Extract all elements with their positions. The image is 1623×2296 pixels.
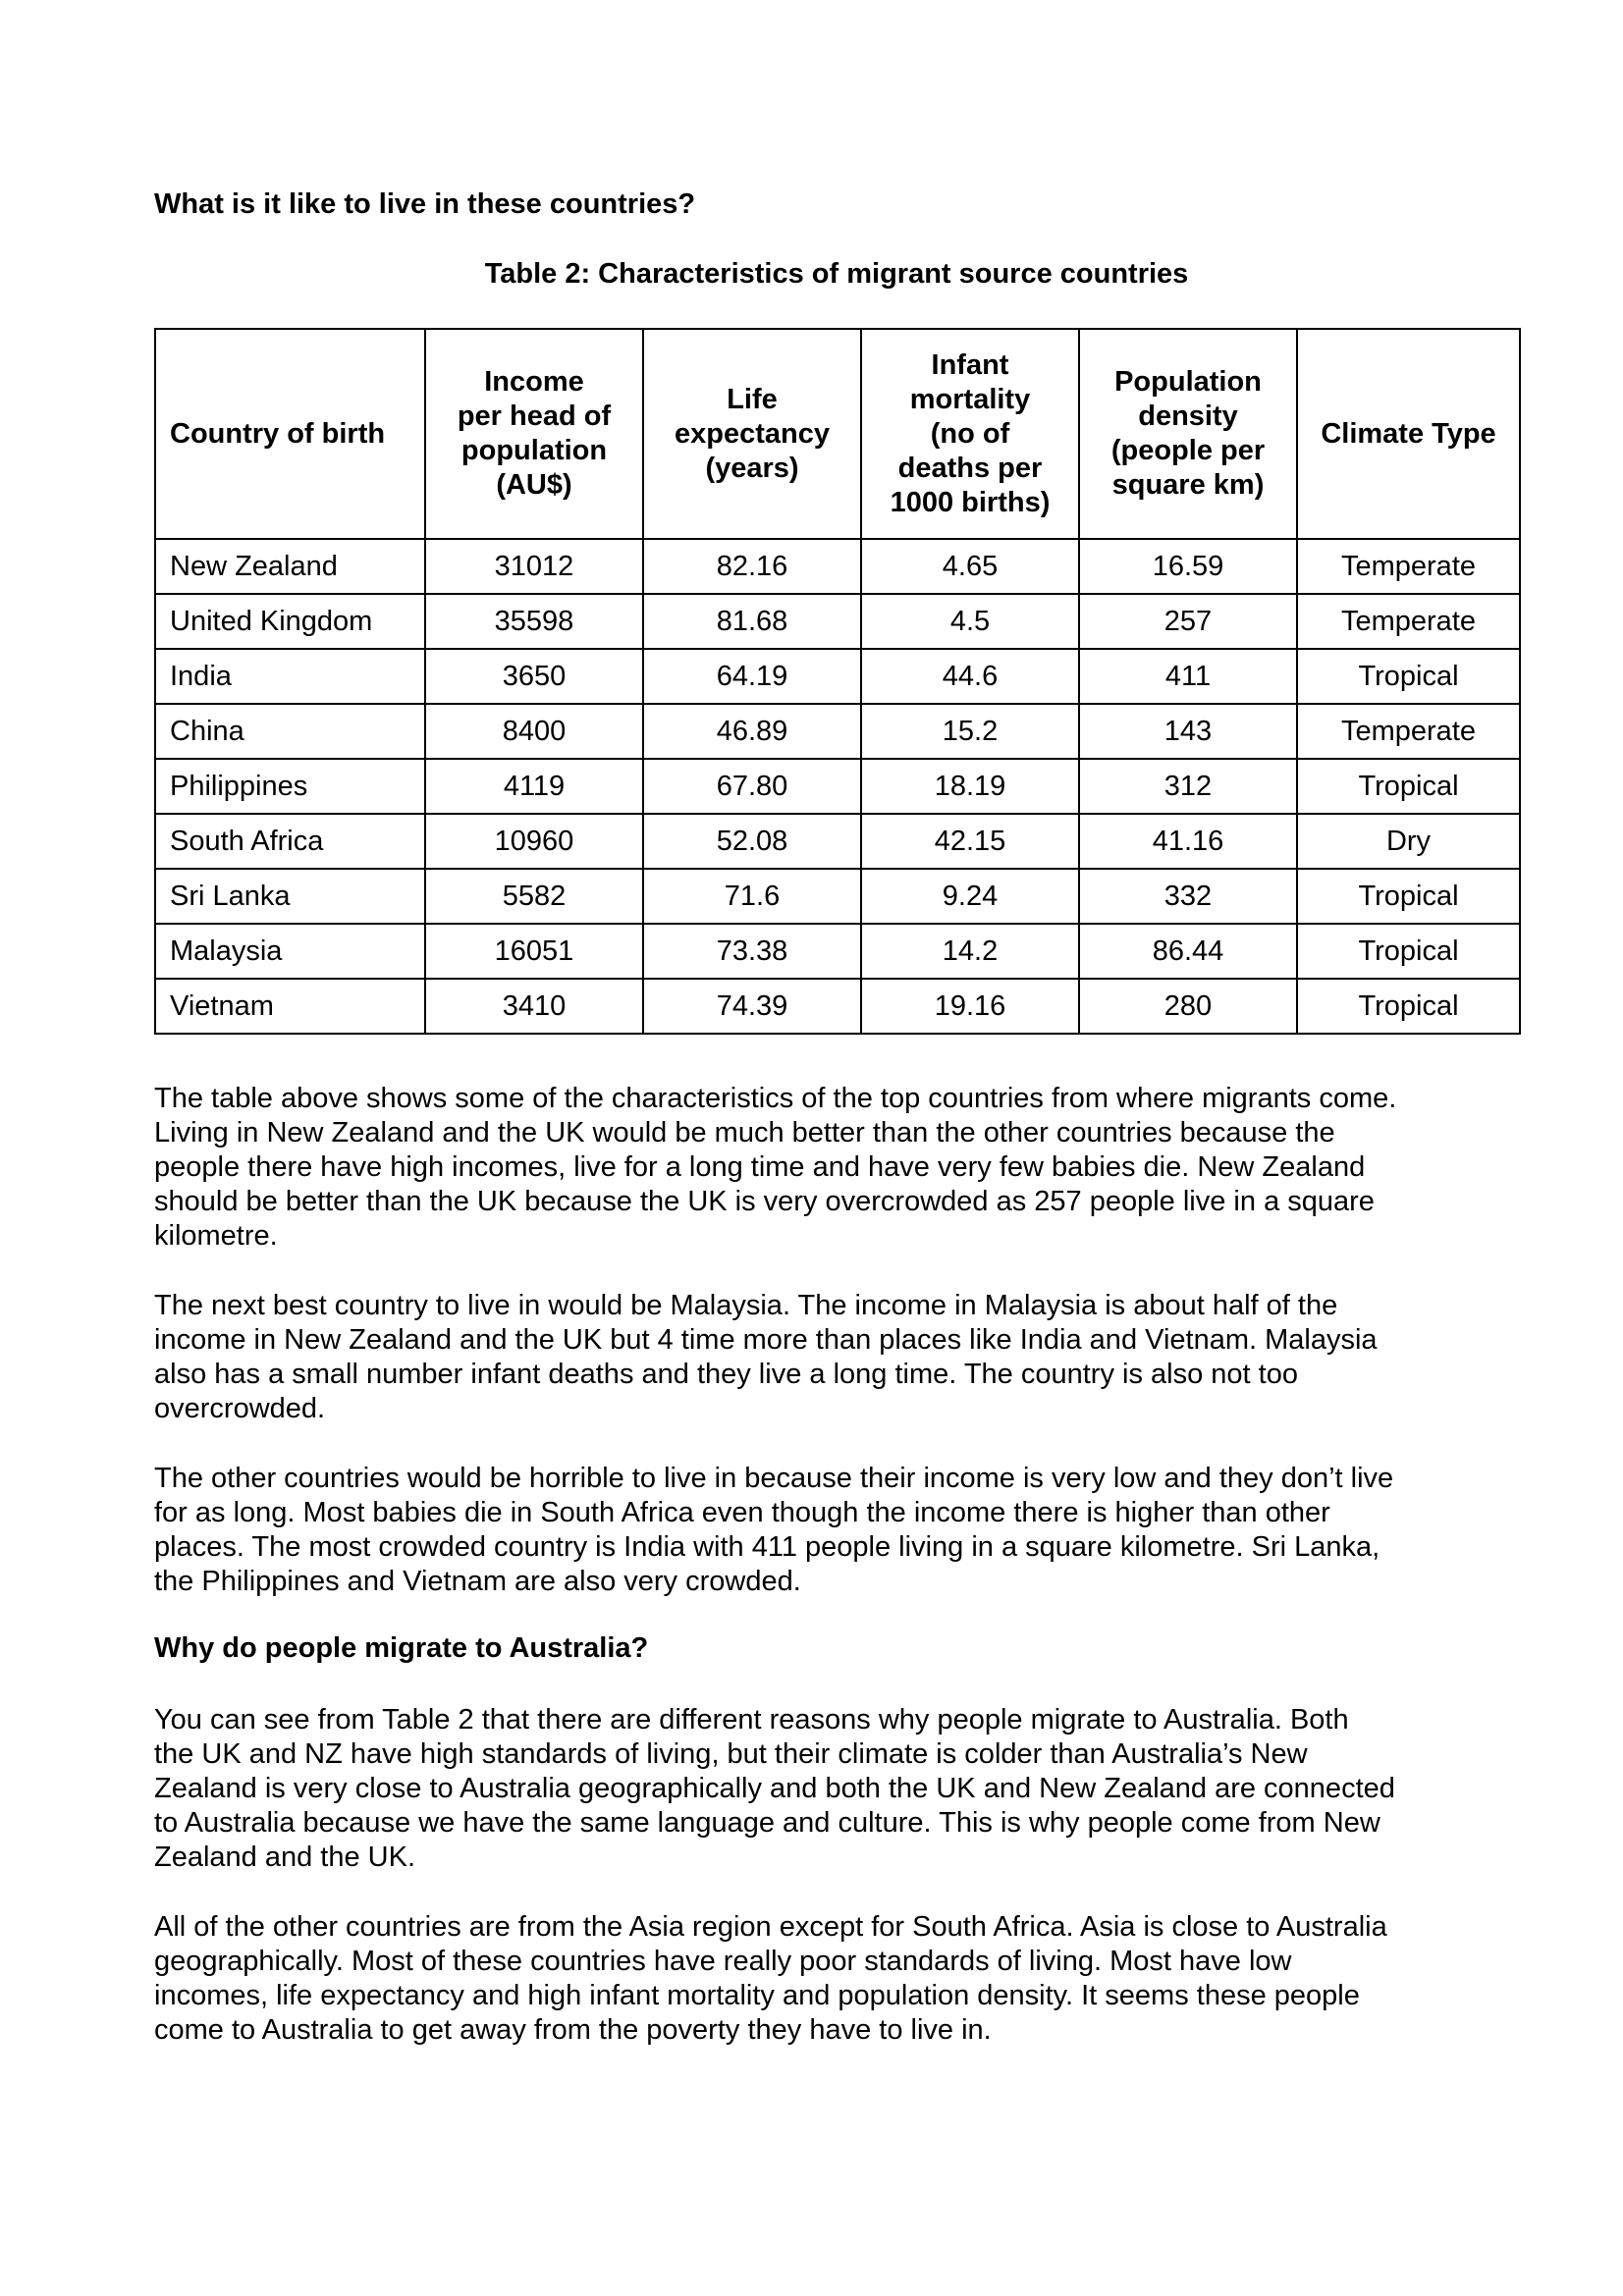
header-line: Life: [727, 383, 778, 415]
text-line: come to Australia to get away from the poverty they have to live in.: [154, 2014, 992, 2046]
value-cell: 86.44: [1079, 924, 1297, 979]
value-cell: 3410: [425, 979, 643, 1034]
header-country: [155, 329, 425, 539]
header-income: [425, 329, 643, 539]
table-row: [155, 759, 1520, 814]
text-line: Living in New Zealand and the UK would be much better than the other countries because the: [154, 1117, 1335, 1148]
text-line: the UK and NZ have high standards of living, but their climate is colder than Australia’s New: [154, 1738, 1308, 1770]
value-cell: 82.16: [643, 539, 861, 594]
text-line: The other countries would be horrible to live in because their income is very low and they don’t live: [154, 1463, 1394, 1494]
text-line: incomes, life expectancy and high infant mortality and population density. It seems these people: [154, 1980, 1360, 2011]
value-cell: Tropical: [1297, 924, 1520, 979]
value-cell: Temperate: [1297, 539, 1520, 594]
header-life-expectancy: [643, 329, 861, 539]
paragraph-1: [154, 1082, 1519, 1254]
header-line: expectancy: [675, 417, 830, 450]
text-line: The next best country to live in would be Malaysia. The income in Malaysia is about half of the: [154, 1290, 1338, 1321]
country-cell: Malaysia: [155, 924, 425, 979]
header-line: population: [460, 435, 608, 466]
text-line: also has a small number infant deaths and they live a long time. The country is also not too: [154, 1359, 1298, 1390]
section-heading-living: What is it like to live in these countries?: [154, 188, 696, 220]
table-row: [155, 649, 1520, 704]
header-line: 1000 births): [890, 486, 1051, 518]
value-cell: 46.89: [643, 704, 861, 759]
characteristics-table: [154, 328, 1521, 1035]
value-cell: Tropical: [1297, 869, 1520, 924]
country-cell: India: [155, 649, 425, 704]
value-cell: 257: [1079, 594, 1297, 649]
value-cell: 15.2: [861, 704, 1079, 759]
table-row: [155, 704, 1520, 759]
text-line: You can see from Table 2 that there are different reasons why people migrate to Australia. Both: [154, 1704, 1349, 1735]
table-body: [155, 539, 1520, 1034]
value-cell: 42.15: [861, 814, 1079, 869]
text-line: people there have high incomes, live for a long time and have very few babies die. New Zealand: [154, 1151, 1366, 1183]
value-cell: 64.19: [643, 649, 861, 704]
value-cell: 4119: [425, 759, 643, 814]
value-cell: 5582: [425, 869, 643, 924]
text-line: for as long. Most babies die in South Africa even though the income there is higher than other: [154, 1497, 1330, 1528]
paragraph-2: [154, 1289, 1519, 1426]
header-line: Population: [1114, 366, 1262, 398]
header-infant-mortality: [861, 329, 1079, 539]
value-cell: Temperate: [1297, 594, 1520, 649]
value-cell: Tropical: [1297, 759, 1520, 814]
paragraph-4: [154, 1703, 1519, 1875]
header-line: mortality: [909, 383, 1031, 415]
text-line: Zealand and the UK.: [154, 1842, 416, 1873]
header-line: Income: [484, 366, 584, 398]
value-cell: 74.39: [643, 979, 861, 1034]
header-line: (no of: [930, 417, 1010, 450]
text-line: should be better than the UK because the UK is very overcrowded as 257 people live in a square: [154, 1186, 1375, 1217]
table-header-row: [155, 329, 1520, 539]
value-cell: 280: [1079, 979, 1297, 1034]
value-cell: 143: [1079, 704, 1297, 759]
value-cell: 4.65: [861, 539, 1079, 594]
value-cell: 10960: [425, 814, 643, 869]
value-cell: 411: [1079, 649, 1297, 704]
header-line: per head of: [457, 400, 612, 432]
table-caption: Table 2: Characteristics of migrant source countries: [484, 258, 1189, 290]
value-cell: 44.6: [861, 649, 1079, 704]
text-line: kilometre.: [154, 1220, 278, 1252]
value-cell: 71.6: [643, 869, 861, 924]
country-cell: Sri Lanka: [155, 869, 425, 924]
country-cell: Vietnam: [155, 979, 425, 1034]
value-cell: 31012: [425, 539, 643, 594]
value-cell: 16.59: [1079, 539, 1297, 594]
text-line: places. The most crowded country is India with 411 people living in a square kilometre. Sri Lanka,: [154, 1531, 1380, 1563]
text-line: the Philippines and Vietnam are also very crowded.: [154, 1566, 801, 1597]
value-cell: 8400: [425, 704, 643, 759]
header-line: density: [1138, 400, 1238, 432]
text-line: Zealand is very close to Australia geographically and both the UK and New Zealand are connected: [154, 1773, 1395, 1804]
header-line: square km): [1111, 469, 1265, 501]
value-cell: Dry: [1297, 814, 1520, 869]
header-line: Climate Type: [1321, 417, 1496, 450]
value-cell: Tropical: [1297, 979, 1520, 1034]
header-line: (people per: [1110, 435, 1266, 466]
text-line: to Australia because we have the same language and culture. This is why people come from New: [154, 1807, 1380, 1839]
table-row: [155, 924, 1520, 979]
value-cell: 18.19: [861, 759, 1079, 814]
country-cell: China: [155, 704, 425, 759]
value-cell: 312: [1079, 759, 1297, 814]
value-cell: 35598: [425, 594, 643, 649]
value-cell: 19.16: [861, 979, 1079, 1034]
table-row: [155, 869, 1520, 924]
value-cell: 4.5: [861, 594, 1079, 649]
text-line: All of the other countries are from the Asia region except for South Africa. Asia is close to Australia: [154, 1911, 1387, 1943]
country-cell: United Kingdom: [155, 594, 425, 649]
value-cell: 3650: [425, 649, 643, 704]
table-row: [155, 539, 1520, 594]
table-row: [155, 814, 1520, 869]
value-cell: 81.68: [643, 594, 861, 649]
text-line: geographically. Most of these countries have really poor standards of living. Most have low: [154, 1946, 1292, 1977]
country-cell: New Zealand: [155, 539, 425, 594]
header-climate-type: [1297, 329, 1520, 539]
value-cell: 52.08: [643, 814, 861, 869]
header-line: (AU$): [496, 469, 572, 501]
header-population-density: [1079, 329, 1297, 539]
paragraph-3: [154, 1462, 1519, 1599]
value-cell: 14.2: [861, 924, 1079, 979]
table-row: [155, 979, 1520, 1034]
value-cell: Temperate: [1297, 704, 1520, 759]
header-line: deaths per: [897, 452, 1043, 484]
text-line: The table above shows some of the characteristics of the top countries from where migrants come.: [154, 1083, 1397, 1114]
text-line: income in New Zealand and the UK but 4 time more than places like India and Vietnam. Malaysia: [154, 1324, 1378, 1356]
header-line: Infant: [931, 348, 1009, 381]
header-line: (years): [705, 452, 799, 484]
header-line: Country of birth: [170, 417, 386, 450]
paragraph-5: [154, 1910, 1519, 2048]
country-cell: Philippines: [155, 759, 425, 814]
value-cell: 73.38: [643, 924, 861, 979]
table-row: [155, 594, 1520, 649]
value-cell: 332: [1079, 869, 1297, 924]
text-line: overcrowded.: [154, 1393, 326, 1424]
value-cell: 9.24: [861, 869, 1079, 924]
value-cell: 67.80: [643, 759, 861, 814]
value-cell: 41.16: [1079, 814, 1297, 869]
country-cell: South Africa: [155, 814, 425, 869]
value-cell: 16051: [425, 924, 643, 979]
section-heading-migrate: Why do people migrate to Australia?: [154, 1632, 649, 1664]
value-cell: Tropical: [1297, 649, 1520, 704]
